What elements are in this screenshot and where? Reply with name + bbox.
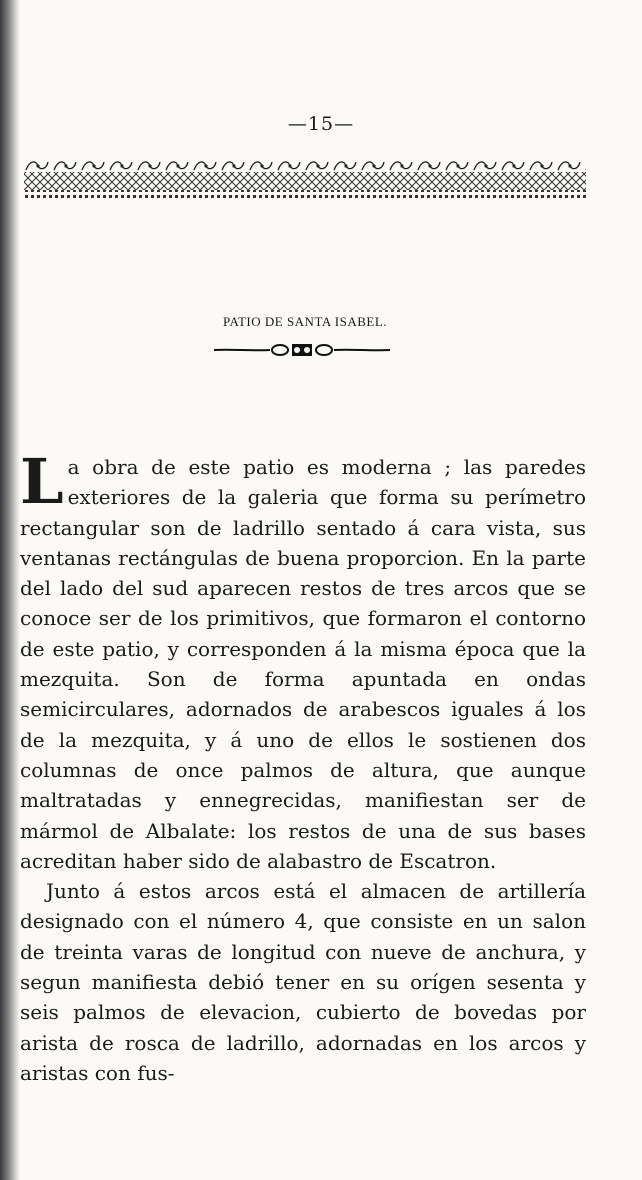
body-text xyxy=(20,445,586,1088)
page-number: —15— xyxy=(287,113,355,135)
paragraph-1 xyxy=(20,445,586,876)
drop-cap: L xyxy=(20,445,64,518)
page-binding-edge xyxy=(0,0,20,1180)
paragraph-2: Junto á estos arcos está el almacen de artillería designado con el número 4, que consiste en un salon de treinta varas de longitud con nueve de anchura, y segun manifiesta debió tener en su orígen sesenta y seis palmos de elevacion, cubierto de bovedas por arista de rosca de ladrillo, adornadas en los arcos y aristas con fus- xyxy=(20,879,586,1085)
section-title: PATIO DE SANTA ISABEL. xyxy=(222,314,388,329)
decorative-band-icon xyxy=(24,158,586,200)
paragraph-1-text: a obra de este patio es moderna ; las paredes exteriores de la galeria que forma su perímetro rectangular son de ladrillo sentado á cara vista, sus ventanas rectángulas de buena proporcion. En la parte del lado del sud aparecen restos de tres arcos que se conoce ser de los primitivos, que formaron el contorno de este patio, y corresponden á la misma época que la mezquita. Son de forma apuntada en ondas semicirculares, adornados de arabescos iguales á los de la mezquita, y á uno de ellos le sostienen dos columnas de once palmos de altura, que aunque maltratadas y ennegrecidas, manifiestan ser de mármol de Albalate: los restos de una de sus bases acreditan haber sido de alabastro de Escatron. xyxy=(20,455,586,873)
decorative-divider-icon xyxy=(212,340,392,360)
